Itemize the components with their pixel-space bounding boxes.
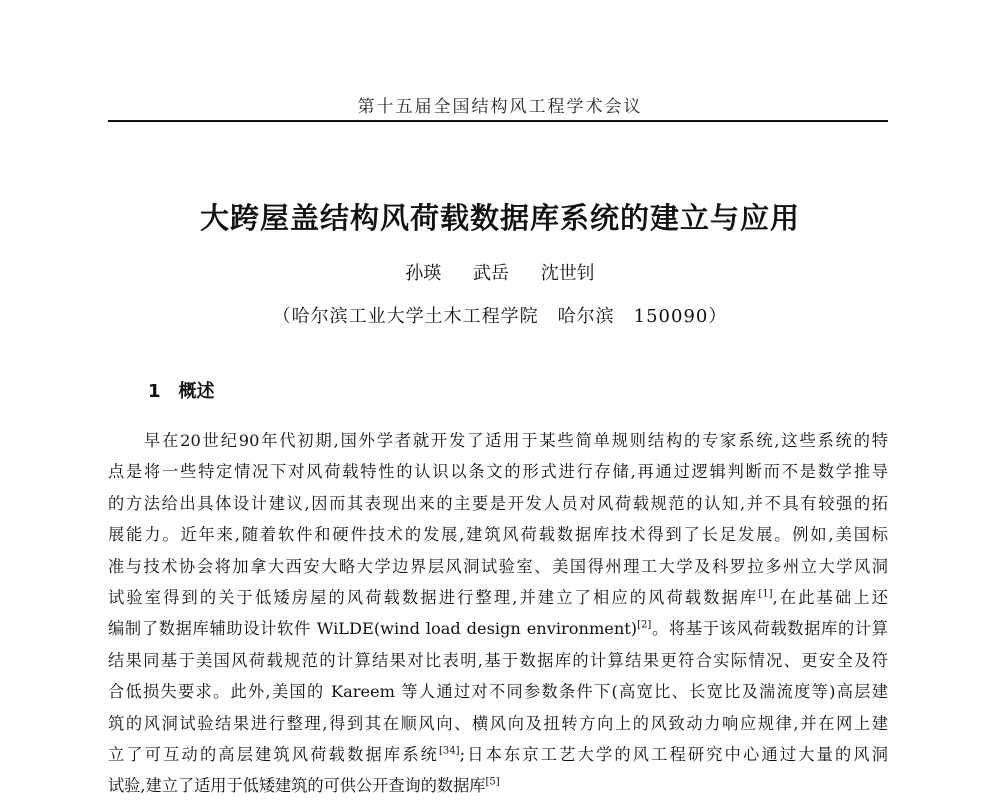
paragraph-line: 的方法给出具体设计建议,因而其表现出来的主要是开发人员对风荷载规范的认知,并不具有较强的拓 xyxy=(108,493,888,513)
paragraph-line: 合低损失要求。此外,美国的 Kareem 等人通过对不同参数条件下(高宽比、长宽比及湍流度等)高层建 xyxy=(108,682,888,702)
paragraph-line: 立了可互动的高层建筑风荷载数据库系统[34];日本东京工艺大学的风工程研究中心通过大量的风洞 xyxy=(108,744,888,764)
body-text xyxy=(108,425,888,802)
paragraph-line: 准与技术协会将加拿大西安大略大学边界层风洞试验室、美国得州理工大学及科罗拉多州立大学风洞 xyxy=(108,556,888,576)
author: 孙瑛 xyxy=(405,263,442,284)
affiliation: （哈尔滨工业大学土木工程学院 哈尔滨 150090） xyxy=(272,306,728,327)
section-title: 概述 xyxy=(178,381,215,402)
paragraph-line: 试验室得到的关于低矮房屋的风荷载数据进行整理,并建立了相应的风荷载数据库[1],在此基础上还 xyxy=(108,587,888,607)
citation: [2] xyxy=(637,619,652,631)
paragraph-line: 展能力。近年来,随着软件和硬件技术的发展,建筑风荷载数据库技术得到了长足发展。例如,美国标 xyxy=(108,525,888,545)
paragraph-line: 试验,建立了适用于低矮建筑的可供公开查询的数据库[5] xyxy=(108,776,500,796)
header-rule xyxy=(108,120,888,122)
citation: [5] xyxy=(485,776,500,788)
paragraph-line: 点是将一些特定情况下对风荷载特性的认识以条文的形式进行存储,再通过逻辑判断而不是数学推导 xyxy=(108,462,888,482)
citation: [34] xyxy=(439,745,460,757)
paragraph-line: 筑的风洞试验结果进行整理,得到其在顺风向、横风向及扭转方向上的风致动力响应规律,并在网上建 xyxy=(108,713,888,733)
author: 沈世钊 xyxy=(540,263,595,284)
author-list xyxy=(0,259,1000,285)
paper-title: 大跨屋盖结构风荷载数据库系统的建立与应用 xyxy=(199,201,800,235)
section-heading xyxy=(148,377,215,403)
citation: [1] xyxy=(758,588,773,600)
section-number: 1 xyxy=(148,381,161,402)
paragraph-line: 编制了数据库辅助设计软件 WiLDE(wind load design environment)[2]。将基于该风荷载数据库的计算 xyxy=(108,619,888,639)
paragraph-line: 早在20世纪90年代初期,国外学者就开发了适用于某些简单规则结构的专家系统,这些系统的特 xyxy=(144,431,888,450)
author: 武岳 xyxy=(473,263,509,284)
paragraph-line: 结果同基于美国风荷载规范的计算结果对比表明,基于数据库的计算结果更符合实际情况、更安全及符 xyxy=(108,650,888,670)
running-header: 第十五届全国结构风工程学术会议 xyxy=(357,97,643,117)
